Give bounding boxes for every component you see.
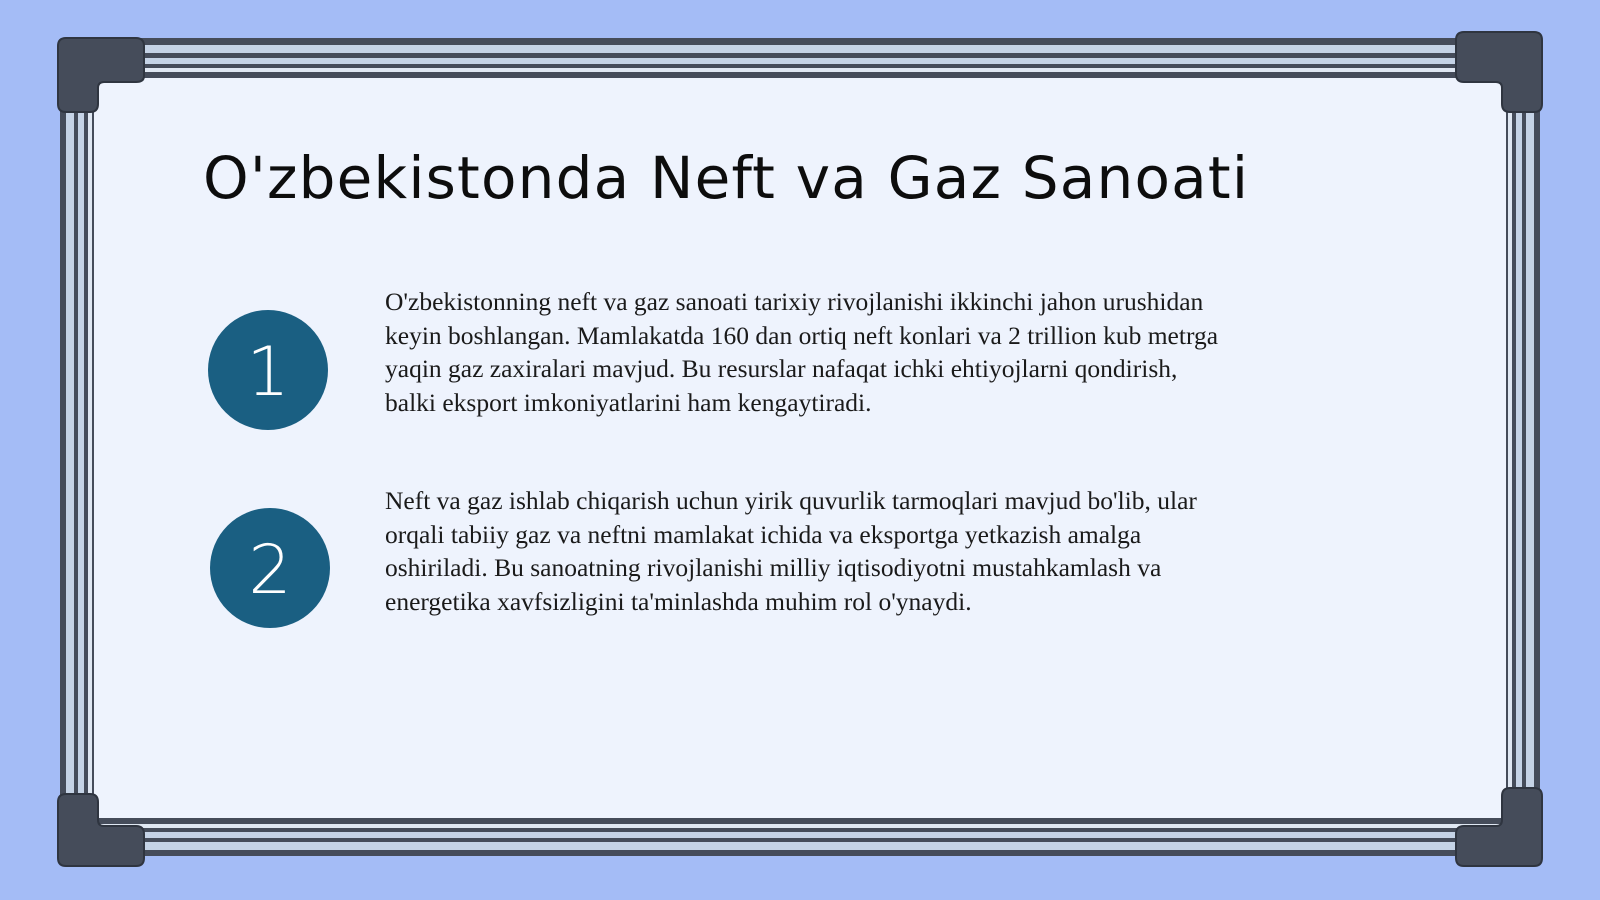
number-badge-label: 1 bbox=[246, 332, 290, 412]
slide-title: O'zbekistonda Neft va Gaz Sanoati bbox=[203, 144, 1250, 212]
number-badge-2 bbox=[210, 508, 330, 628]
number-badge-1 bbox=[208, 310, 328, 430]
number-badge-label: 2 bbox=[248, 530, 292, 610]
item-paragraph-2: Neft va gaz ishlab chiqarish uchun yirik quvurlik tarmoqlari mavjud bo'lib, ular orqali tabiiy gaz va neftni mamlakat ichida va eksportga yetkazish amalga oshiriladi. Bu sanoatning rivojlanishi milliy iqtisodiyotni mustahkamlash va energetika xavfsizligini ta'minlashda muhim rol o'ynaydi. bbox=[385, 486, 1197, 616]
item-paragraph-1: O'zbekistonning neft va gaz sanoati tarixiy rivojlanishi ikkinchi jahon urushidan keyin boshlangan. Mamlakatda 160 dan ortiq neft konlari va 2 trillion kub metrga yaqin gaz zaxiralari mavjud. Bu resurslar nafaqat ichki ehtiyojlarni qondirish, balki eksport imkoniyatlarini ham kengaytiradi. bbox=[385, 287, 1219, 417]
